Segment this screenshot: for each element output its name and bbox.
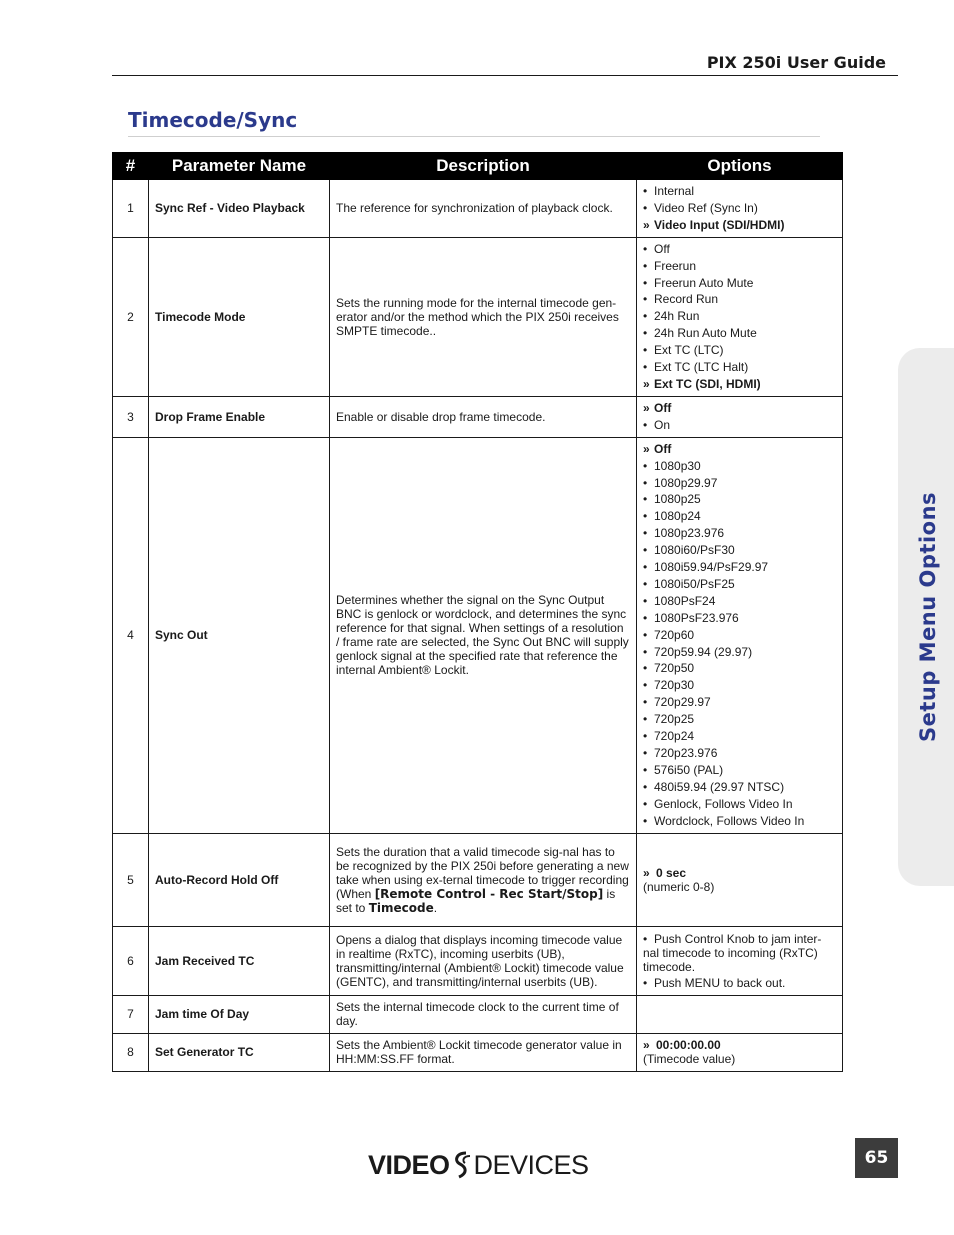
table-row	[113, 833, 843, 926]
option-item: • 24h Run Auto Mute	[643, 326, 757, 341]
parameter-options	[637, 237, 843, 396]
parameter-options	[637, 396, 843, 437]
row-number: 4	[113, 437, 149, 833]
parameter-description: Opens a dialog that displays incoming timecode value in realtime (RxTC), incoming userbits (UB), transmitting/internal (Ambient® Lockit) timecode value (GENTC), and transmitting/internal userbits (UB).	[330, 926, 637, 995]
parameter-name: Auto-Record Hold Off	[149, 833, 330, 926]
parameter-options	[637, 180, 843, 238]
option-item: • 720p23.976	[643, 746, 718, 760]
option-item: • 720p29.97	[643, 695, 711, 710]
option-item: • 1080p24	[643, 509, 701, 524]
row-number: 8	[113, 1033, 149, 1071]
row-number: 3	[113, 396, 149, 437]
parameter-name: Sync Ref - Video Playback	[149, 180, 330, 238]
option-item-default: » Ext TC (SDI, HDMI)	[643, 376, 761, 391]
page-number: 65	[855, 1138, 898, 1178]
option-item-default: » Off	[643, 441, 672, 456]
table-row	[113, 180, 843, 238]
option-item: • 1080i50/PsF25	[643, 576, 735, 591]
option-item: • 576i50 (PAL)	[643, 762, 724, 777]
parameter-description: Determines whether the signal on the Sync Output BNC is genlock or wordclock, and determines the sync reference for that signal. When settings of a resolution / frame rate are selected, the Sync Out BNC will supply genlock signal at the specified rate that reference the internal Ambient® Lockit.	[330, 437, 637, 833]
col-header-num: #	[113, 153, 149, 180]
option-note: (Timecode value)	[643, 1052, 736, 1067]
parameter-options	[637, 995, 843, 1033]
parameter-options	[637, 437, 843, 833]
table-row	[113, 995, 843, 1033]
option-item: • 1080PsF23.976	[643, 610, 739, 625]
option-note: (numeric 0-8)	[643, 879, 715, 894]
option-item: • 1080p30	[643, 458, 701, 473]
option-item: • 1080p29.97	[643, 475, 718, 490]
option-item: • Freerun	[643, 258, 697, 273]
option-item: • Internal	[643, 184, 695, 198]
option-item: • 480i59.94 (29.97 NTSC)	[643, 779, 785, 794]
option-item: • Ext TC (LTC)	[643, 343, 724, 358]
logo-swirl-icon	[451, 1150, 473, 1180]
option-item: • 1080PsF24	[643, 593, 716, 608]
option-item: • Push MENU to back out.	[643, 975, 786, 990]
option-item-default: » 00:00:00.00	[643, 1038, 721, 1053]
option-item: • 1080p25	[643, 492, 701, 507]
option-item-default: » Video Input (SDI/HDMI)	[643, 217, 785, 232]
table-row	[113, 437, 843, 833]
row-number: 1	[113, 180, 149, 238]
row-number: 5	[113, 833, 149, 926]
parameter-description: The reference for synchronization of playback clock.	[330, 180, 637, 238]
section-rule	[128, 136, 820, 137]
parameter-options	[637, 833, 843, 926]
row-number: 6	[113, 926, 149, 995]
option-item: • 720p30	[643, 678, 695, 693]
parameter-options	[637, 926, 843, 995]
option-item: • 720p50	[643, 661, 695, 676]
option-item: • 1080i59.94/PsF29.97	[643, 560, 769, 575]
parameter-name: Jam time Of Day	[149, 995, 330, 1033]
header-rule	[112, 75, 898, 76]
parameter-name: Jam Received TC	[149, 926, 330, 995]
parameter-name: Drop Frame Enable	[149, 396, 330, 437]
option-item: • 1080i60/PsF30	[643, 543, 735, 558]
parameter-options	[637, 1033, 843, 1071]
logo-text-devices: DEVICES	[473, 1149, 589, 1180]
option-item: • 720p24	[643, 729, 695, 744]
col-header-parameter: Parameter Name	[149, 153, 330, 180]
parameter-name: Sync Out	[149, 437, 330, 833]
option-item: • Ext TC (LTC Halt)	[643, 360, 749, 375]
parameter-description: Sets the internal timecode clock to the current time of day.	[330, 995, 637, 1033]
table-row	[113, 396, 843, 437]
option-item: • 720p60	[643, 627, 695, 642]
col-header-description: Description	[330, 153, 637, 180]
table-row	[113, 1033, 843, 1071]
col-header-options: Options	[637, 153, 843, 180]
parameter-name: Set Generator TC	[149, 1033, 330, 1071]
option-item: • 720p25	[643, 712, 695, 727]
menu-value-reference: Timecode	[368, 900, 434, 915]
option-item: • Video Ref (Sync In)	[643, 200, 758, 215]
option-item: • 24h Run	[643, 309, 700, 324]
option-item: • Record Run	[643, 292, 719, 307]
option-item: • On	[643, 417, 671, 432]
logo-text-video: VIDEO	[368, 1149, 450, 1180]
guide-title: PIX 250i User Guide	[706, 53, 886, 72]
section-title: Timecode/Sync	[128, 108, 298, 132]
row-number: 7	[113, 995, 149, 1033]
option-item: • Genlock, Follows Video In	[643, 796, 793, 811]
table-header-row	[113, 153, 843, 180]
option-item: • 1080p23.976	[643, 526, 725, 541]
option-item: • Wordclock, Follows Video In	[643, 813, 805, 828]
menu-path-reference: [Remote Control - Rec Start/Stop]	[374, 886, 604, 901]
option-item: • Off	[643, 241, 670, 256]
row-number: 2	[113, 237, 149, 396]
table-row	[113, 237, 843, 396]
option-item-default: » 0 sec	[643, 865, 687, 880]
option-item: • Freerun Auto Mute	[643, 275, 754, 290]
option-item-default: » Off	[643, 400, 672, 415]
parameter-description: Enable or disable drop frame timecode.	[330, 396, 637, 437]
option-item: • Push Control Knob to jam inter-nal timecode to incoming (RxTC) timecode.	[643, 931, 822, 974]
parameter-description: Sets the duration that a valid timecode sig-nal has to be recognized by the PIX 250i before generating a new take when using ex-ternal timecode to trigger recording (When [Remote Control - Rec Start/Stop] is set to Timecode.	[330, 833, 637, 926]
table-row	[113, 926, 843, 995]
parameter-description: Sets the running mode for the internal timecode gen-erator and/or the method which the PIX 250i receives SMPTE timecode..	[330, 237, 637, 396]
parameter-name: Timecode Mode	[149, 237, 330, 396]
parameter-description: Sets the Ambient® Lockit timecode generator value in HH:MM:SS.FF format.	[330, 1033, 637, 1071]
parameter-table	[112, 152, 843, 1072]
option-item: • 720p59.94 (29.97)	[643, 644, 753, 659]
chapter-side-label: Setup Menu Options	[916, 491, 940, 743]
video-devices-logo	[368, 1148, 589, 1182]
